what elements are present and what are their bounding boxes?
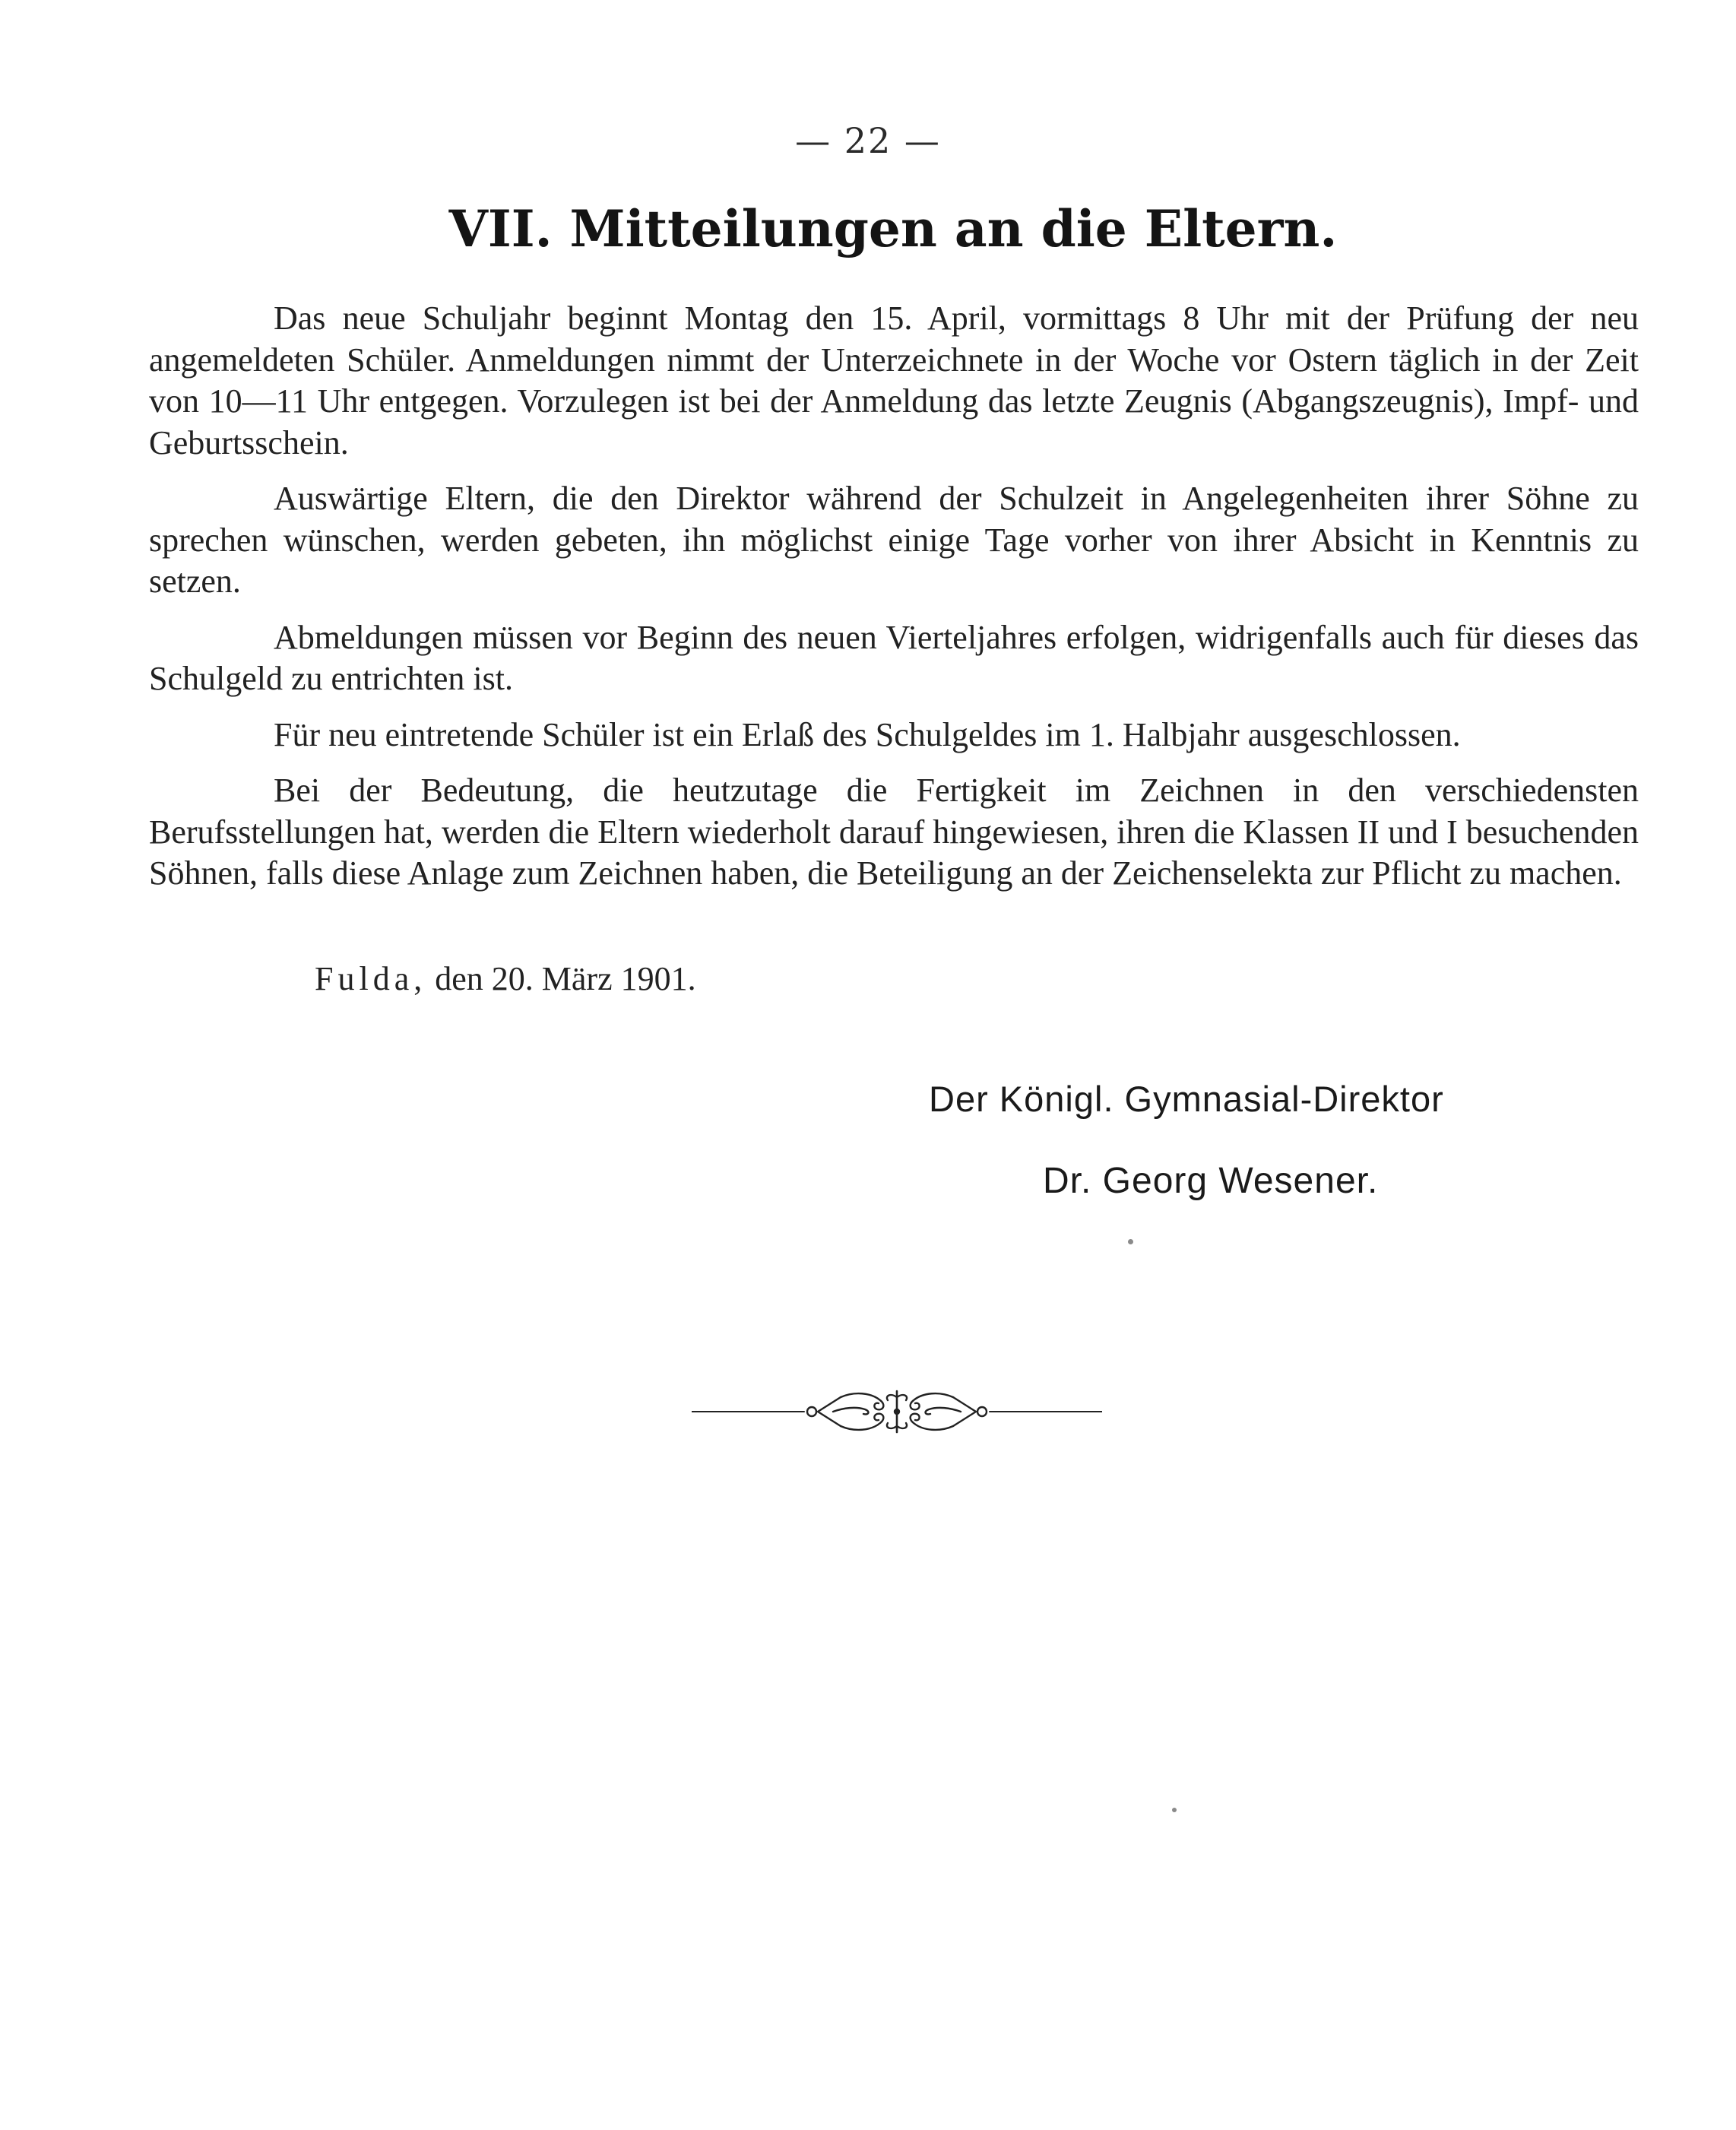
place-date-line <box>315 959 696 998</box>
section-heading: VII. Mitteilungen an die Eltern. <box>448 199 1338 258</box>
paragraph-drawing: Bei der Bedeutung, die heutzutage die Fertigkeit im Zeichnen in den verschiedensten Berufsstellungen hat, werden die Eltern wiederholt darauf hingewiesen, ihren die Klassen II und I besuchenden Söhnen, falls diese Anlage zum Zeichnen haben, die Beteiligung an der Zeichenselekta zur Pflicht zu machen. <box>149 772 1639 892</box>
signatory-name: Dr. Georg Wesener. <box>1043 1161 1379 1201</box>
paragraph-fee-waiver: Für neu eintretende Schüler ist ein Erlaß des Schulgeldes im 1. Halbjahr ausgeschlossen. <box>274 715 1461 753</box>
paper-speck <box>1128 1239 1133 1244</box>
body-text <box>149 298 1639 909</box>
signatory-title: Der Königl. Gymnasial-Direktor <box>929 1079 1444 1119</box>
scroll-flourish-divider-icon <box>692 1387 1102 1437</box>
date-text: den 20. März 1901. <box>435 960 696 997</box>
paragraph-parents-visits: Auswärtige Eltern, die den Direktor während der Schulzeit in Angelegenheiten ihrer Söhne zu sprechen wünschen, werden gebeten, ihn möglichst einige Tage vorher von ihrer Absicht in Kenntnis zu setzen. <box>149 480 1639 600</box>
paragraph-school-year: Das neue Schuljahr beginnt Montag den 15. April, vormittags 8 Uhr mit der Prüfung der neu angemeldeten Schüler. Anmeldungen nimmt der Unterzeichnete in der Woche vor Ostern täglich in der Zeit von 10—11 Uhr entgegen. Vorzulegen ist bei der Anmeldung das letzte Zeugnis (Abgangszeugnis), Impf- und Geburtsschein. <box>149 300 1639 461</box>
paper-speck <box>1172 1808 1177 1812</box>
page-number: — 22 — <box>795 120 941 161</box>
place-name: Fulda, <box>315 960 427 997</box>
paragraph-deregistration: Abmeldungen müssen vor Beginn des neuen Vierteljahres erfolgen, widrigenfalls auch für dieses das Schulgeld zu entrichten ist. <box>149 618 1639 697</box>
